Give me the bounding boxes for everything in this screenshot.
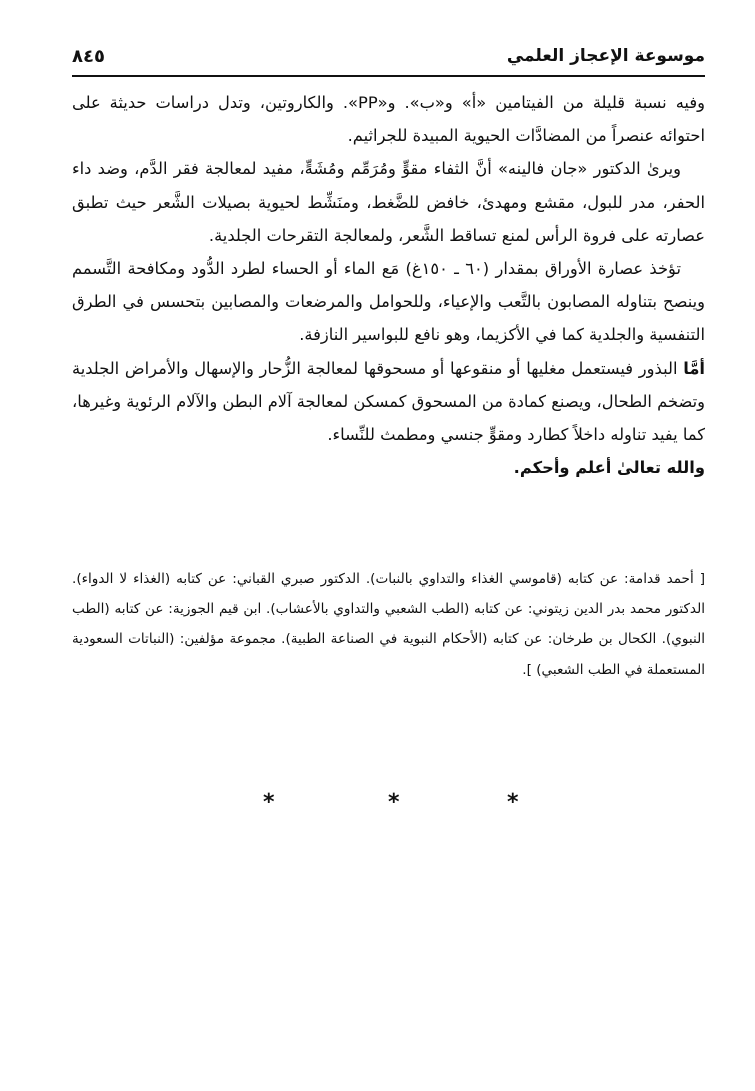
paragraph: تؤخذ عصارة الأوراق بمقدار (٦٠ ـ ١٥٠غ) مَع الماء أو الحساء لطرد الدُّود ومكافحة التَّسمم وينصح بتناوله المصابون بالتَّعب والإعياء، وللحوامل والمرضعات والمصابين بتحسس في الطرق التنفسية والجلدية كما في الأكزيما، وهو نافع للبواسير النازفة. — [72, 259, 705, 345]
references — [72, 564, 705, 685]
paragraph: وفيه نسبة قليلة من الفيتامين «أ» و«ب». و«PP». والكاروتين، وتدل دراسات حديثة على احتوائه عنصراً من المضادَّات الحيوية المبيدة للجراثيم. — [72, 93, 705, 146]
references-text: [ أحمد قدامة: عن كتابه (قاموسي الغذاء والتداوي بالنبات). الدكتور صبري القباني: عن كتابه (الغذاء لا الدواء). الدكتور محمد بدر الدين زيتوني: عن كتابه (الطب الشعبي والتداوي بالأعشاب). ابن قيم الجوزية: عن كتابه (الطب النبوي). الكحال بن طرخان: عن كتابه (الأحكام النبوية في الصناعة الطبية). مجموعة مؤلفين: (النباتات السعودية المستعملة في الطب الشعبي) ]. — [72, 571, 705, 678]
closing-line: والله تعالىٰ أعلم وأحكم. — [513, 458, 705, 478]
page-number: ٨٤٥ — [72, 46, 105, 67]
running-title: موسوعة الإعجاز العلمي — [506, 46, 705, 66]
body-text — [72, 86, 705, 484]
separator-star: * — [263, 790, 275, 815]
page-header — [72, 44, 705, 80]
paragraph-lead-word: أمَّا — [683, 358, 705, 378]
paragraph: ويرىٰ الدكتور «جان فالينه» أنَّ الثفاء مقوٍّ ومُرَمِّم ومُشَهٍّ، مفيد لمعالجة فقر الدَّم، وضد داء الحفر، مدر للبول، مقشع ومهدئ، خافض للضَّغط، ومنَشِّط لحيوية بصيلات الشَّعر حيث تطبق عصارته على فروة الرأس لمنع تساقط الشَّعر، ولمعالجة التقرحات الجلدية. — [72, 159, 705, 245]
paragraph — [72, 352, 705, 452]
header-rule — [72, 75, 705, 77]
section-separator — [0, 790, 755, 820]
paragraph-text: البذور فيستعمل مغليها أو منقوعها أو مسحوقها لمعالجة الزُّحار والإسهال والأمراض الجلدية وتضخم الطحال، ويصنع كمادة من المسحوق كمسكن لمعالجة آلام البطن والآلام الرئوية وغيرها، كما يفيد تناوله داخلاً كطارد ومقوٍّ جنسي ومطمث للنِّساء. — [72, 358, 705, 445]
separator-star: * — [388, 790, 400, 815]
separator-star: * — [507, 790, 519, 815]
